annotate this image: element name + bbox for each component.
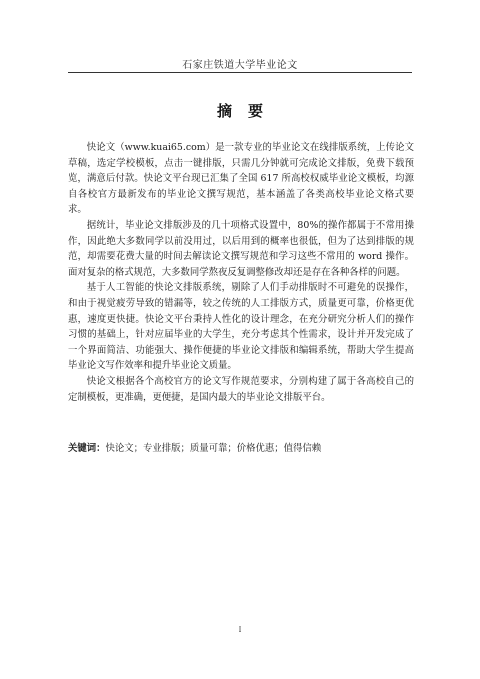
running-header: 石家庄铁道大学毕业论文 [182,60,298,71]
keywords-label: 关键词： [68,443,106,454]
abstract-paragraph: 据统计，毕业论文排版涉及的几十项格式设置中，80%的操作都属于不常用操作，因此绝大多数同学以前没用过，以后用到的概率也很低，但为了达到排版的规范，却需要花费大量的时间去解读论文撰写规范和学习这些不常用的 word 操作。面对复杂的格式规范，大多数同学熬夜反复调整修改却还是存在各种各样的问题。 [68,219,414,278]
keywords-line [68,441,414,456]
keywords-value: 快论文；专业排版；质量可靠；价格优惠；值得信赖 [105,443,322,454]
abstract-paragraph: 基于人工智能的快论文排版系统，剔除了人们手动排版时不可避免的误操作，和由于视觉疲劳导致的错漏等，较之传统的人工排版方式，质量更可靠，价格更优惠，速度更快捷。快论文平台秉持人性化的设计理念，在充分研究分析人们的操作习惯的基础上，针对应届毕业的大学生，充分考虑其个性需求，设计并开发完成了一个界面简洁、功能强大、操作便捷的毕业论文排版和编辑系统，帮助大学生提高毕业论文写作效率和提升毕业论文质量。 [68,282,414,372]
header-rule [68,72,412,73]
abstract-body [68,140,414,405]
page-number: I [238,626,242,634]
abstract-title: 摘要 [216,102,279,120]
abstract-paragraph: 快论文根据各个高校官方的论文写作规范要求，分别构建了属于各高校自己的定制模板，更准确，更便捷，是国内最大的毕业论文排版平台。 [68,375,414,403]
abstract-paragraph: 快论文（www.kuai65.com）是一款专业的毕业论文在线排版系统，上传论文草稿，选定学校模板，点击一键排版，只需几分钟就可完成论文排版，免费下载预览，满意后付款。快论文平台现已汇集了全国 617 所高校权威毕业论文模板，均源自各校官方最新发布的毕业论文撰写规范，基本涵盖了各类高校毕业论文格式要求。 [68,142,414,216]
